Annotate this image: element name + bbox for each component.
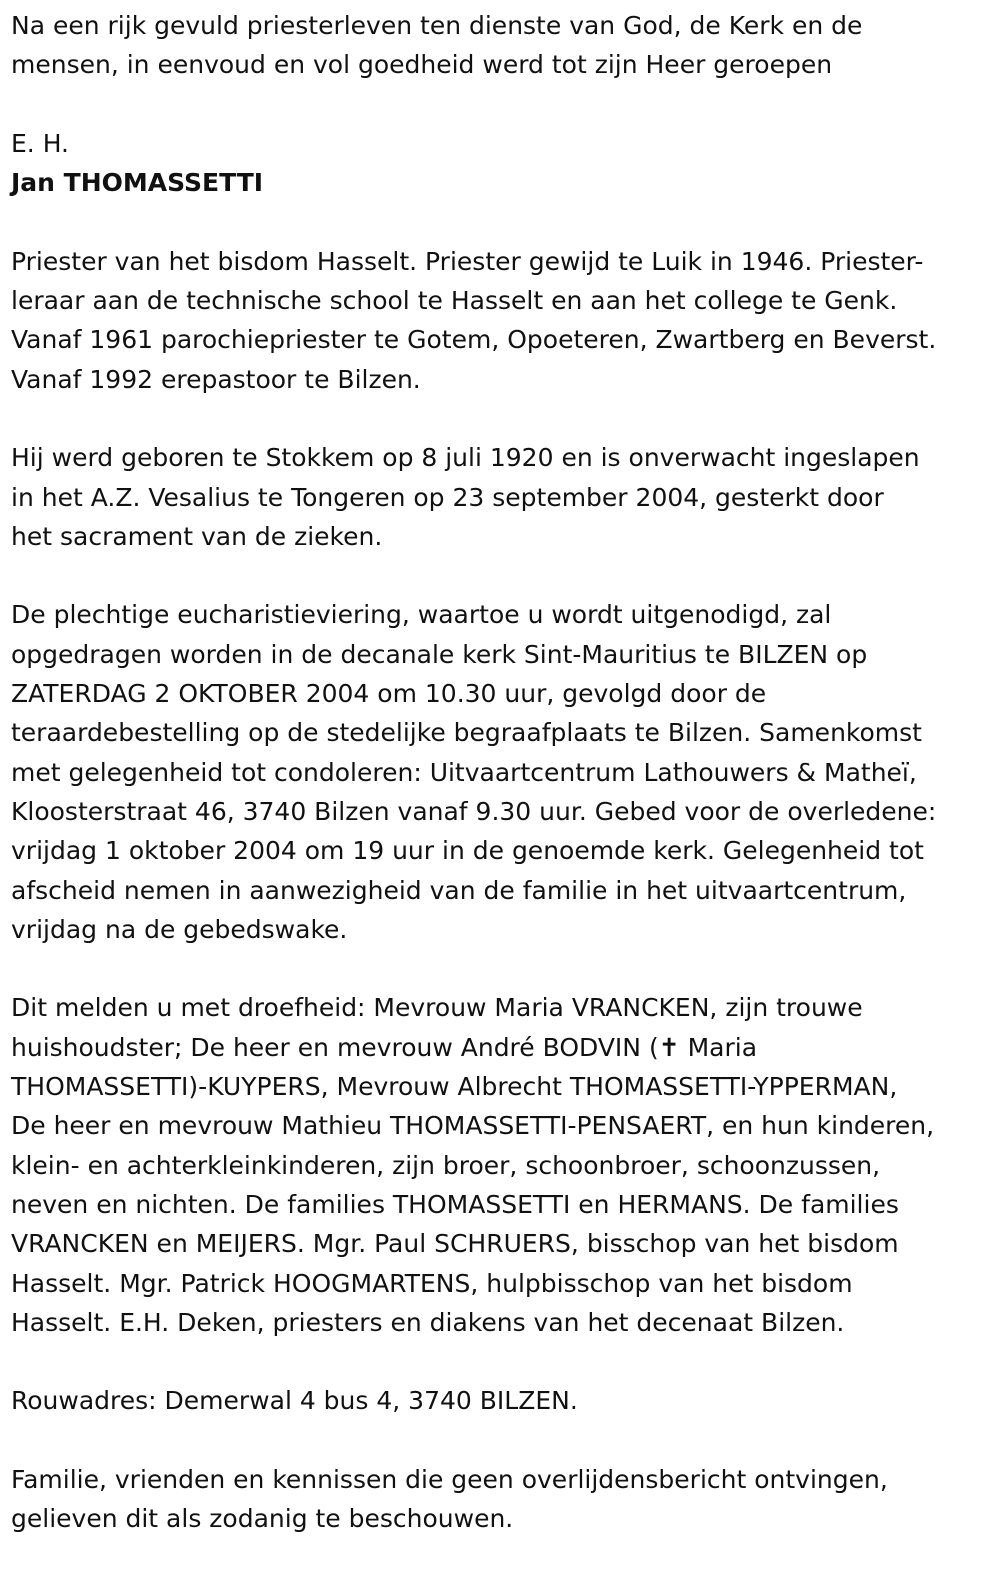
ceremony-line: Kloosterstraat 46, 3740 Bilzen vanaf 9.30 uur. Gebed voor de overledene: <box>11 796 937 826</box>
career-paragraph <box>11 242 986 399</box>
career-line: Priester van het bisdom Hasselt. Priester gewijd te Luik in 1946. Priester- <box>11 246 924 276</box>
life-line: het sacrament van de zieken. <box>11 521 383 551</box>
mourning-address: Rouwadres: Demerwal 4 bus 4, 3740 BILZEN. <box>11 1386 578 1416</box>
paragraph-gap <box>11 1342 986 1381</box>
ceremony-line: vrijdag 1 oktober 2004 om 19 uur in de genoemde kerk. Gelegenheid tot <box>11 836 924 866</box>
family-line: neven en nichten. De families THOMASSETTI en HERMANS. De families <box>11 1189 899 1219</box>
intro-paragraph <box>11 6 986 85</box>
title-prefix: E. H. <box>11 128 69 158</box>
family-line: De heer en mevrouw Mathieu THOMASSETTI-PENSAERT, en hun kinderen, <box>11 1111 935 1141</box>
intro-line: Na een rijk gevuld priesterleven ten dienste van God, de Kerk en de <box>11 11 863 40</box>
paragraph-gap <box>11 556 986 595</box>
life-line: Hij werd geboren te Stokkem op 8 juli 1920 en is onverwacht ingeslapen <box>11 443 920 473</box>
closing-paragraph <box>11 1460 986 1539</box>
ceremony-line: De plechtige eucharistieviering, waartoe u wordt uitgenodigd, zal <box>11 600 832 630</box>
ceremony-line: teraardebestelling op de stedelijke begraafplaats te Bilzen. Samenkomst <box>11 718 922 748</box>
ceremony-line: opgedragen worden in de decanale kerk Sint-Mauritius te BILZEN op <box>11 639 868 669</box>
ceremony-line: met gelegenheid tot condoleren: Uitvaartcentrum Lathouwers & Matheï, <box>11 757 917 787</box>
closing-line: gelieven dit als zodanig te beschouwen. <box>11 1504 514 1534</box>
family-line: VRANCKEN en MEIJERS. Mgr. Paul SCHRUERS, bisschop van het bisdom <box>11 1229 899 1259</box>
life-paragraph <box>11 438 986 556</box>
paragraph-gap <box>11 949 986 988</box>
intro-line: mensen, in eenvoud en vol goedheid werd tot zijn Heer geroepen <box>11 50 833 80</box>
death-notice <box>11 6 986 1539</box>
life-line: in het A.Z. Vesalius te Tongeren op 23 september 2004, gesterkt door <box>11 482 884 512</box>
family-line: Hasselt. Mgr. Patrick HOOGMARTENS, hulpbisschop van het bisdom <box>11 1268 853 1298</box>
family-line: Hasselt. E.H. Deken, priesters en diakens van het decenaat Bilzen. <box>11 1307 845 1337</box>
ceremony-line: afscheid nemen in aanwezigheid van de familie in het uitvaartcentrum, <box>11 875 907 905</box>
family-line: Dit melden u met droefheid: Mevrouw Maria VRANCKEN, zijn trouwe <box>11 993 863 1023</box>
family-paragraph <box>11 988 986 1342</box>
paragraph-gap <box>11 1421 986 1460</box>
family-line: klein- en achterkleinkinderen, zijn broer, schoonbroer, schoonzussen, <box>11 1150 881 1180</box>
paragraph-gap <box>11 85 986 124</box>
ceremony-line: vrijdag na de gebedswake. <box>11 914 348 944</box>
ceremony-paragraph <box>11 595 986 949</box>
paragraph-gap <box>11 202 986 241</box>
career-line: Vanaf 1961 parochiepriester te Gotem, Opoeteren, Zwartberg en Beverst. <box>11 325 937 355</box>
paragraph-gap <box>11 399 986 438</box>
family-line: huishoudster; De heer en mevrouw André BODVIN (✝ Maria <box>11 1032 758 1062</box>
career-line: leraar aan de technische school te Hasselt en aan het college te Genk. <box>11 286 898 316</box>
career-line: Vanaf 1992 erepastoor te Bilzen. <box>11 364 421 394</box>
deceased-name: Jan THOMASSETTI <box>11 168 264 198</box>
ceremony-line: ZATERDAG 2 OKTOBER 2004 om 10.30 uur, gevolgd door de <box>11 679 767 709</box>
family-line: THOMASSETTI)-KUYPERS, Mevrouw Albrecht THOMASSETTI-YPPERMAN, <box>11 1072 898 1102</box>
closing-line: Familie, vrienden en kennissen die geen overlijdensbericht ontvingen, <box>11 1464 888 1494</box>
